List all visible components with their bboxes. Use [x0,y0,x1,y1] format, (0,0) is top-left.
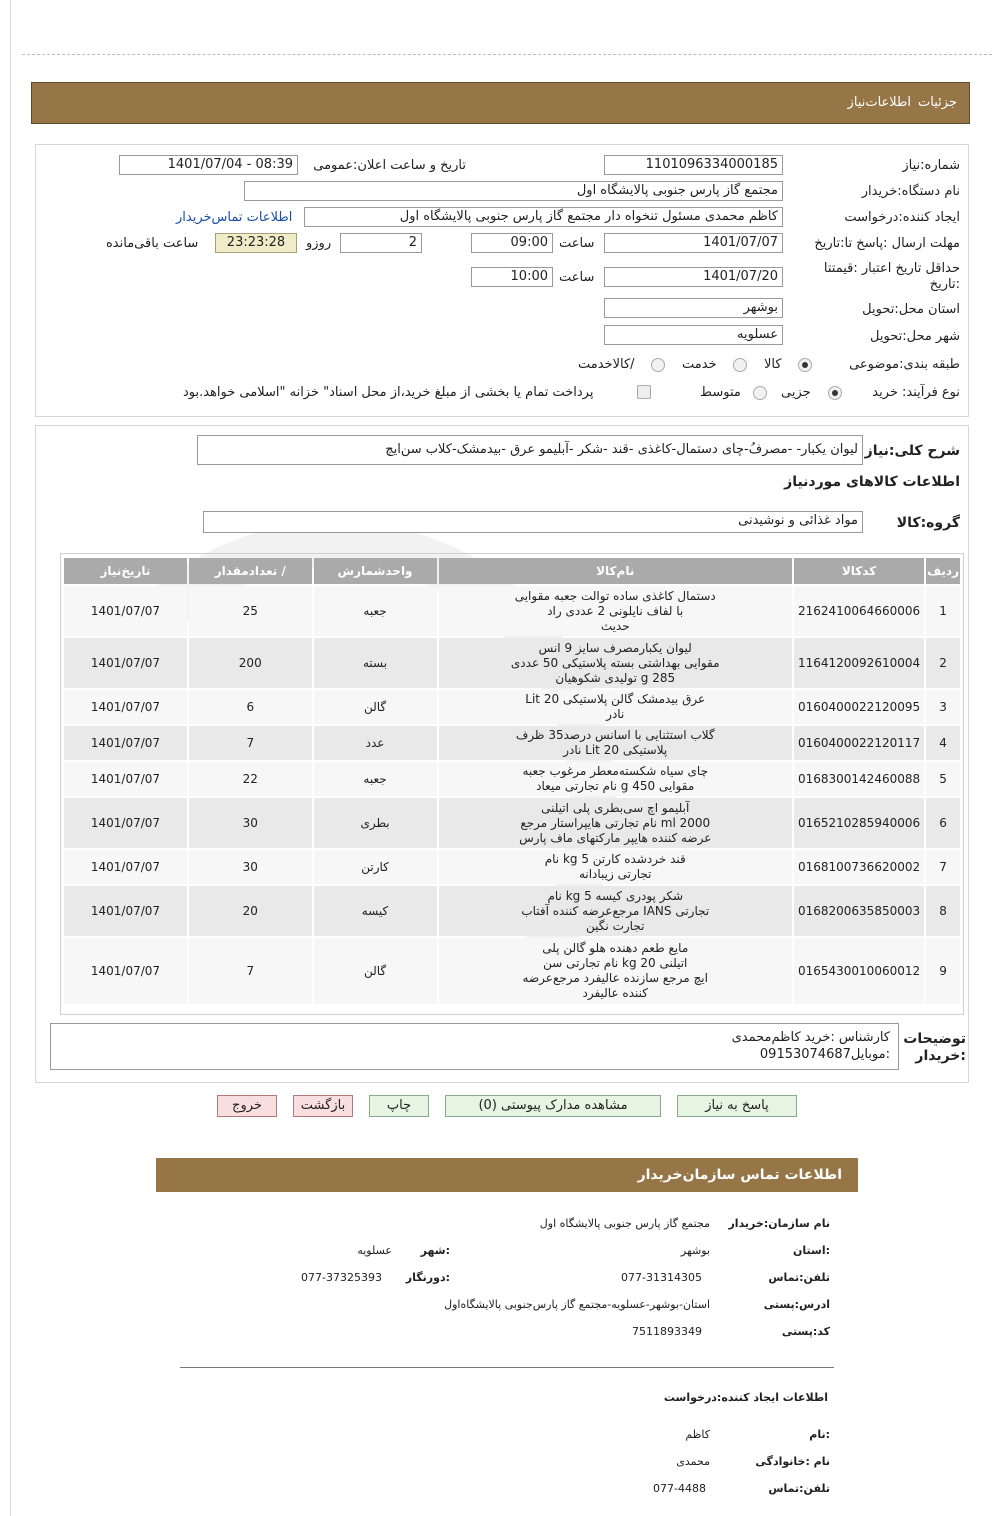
contact-postal-label: کد:پستی [781,1325,830,1338]
contact-province-value: بوشهر [680,1244,710,1257]
creator-info-title: اطلاعات ایجاد کننده:درخواست [663,1391,828,1404]
cell-item-name: قند خردشده کارتن kg 5 نام تجارتی زیبادانه [439,850,792,884]
treasury-payment-note: پرداخت تمام یا بخشی از مبلغ خرید،از محل اسناد" خزانه "اسلامی خواهد.بود [183,385,594,400]
announce-field: 1401/07/04 - 08:39 [119,155,298,175]
cell-row-no: 8 [926,886,960,936]
cell-quantity: 6 [189,690,312,724]
category-goods-label: کالا [764,357,782,372]
cell-item-name: گلاب استثنایی با اسانس درصد35 ظرف پلاستیکی 20 Lit نادر [439,726,792,760]
process-minor-label: جزیی [781,385,811,400]
city-field: عسلویه [604,325,783,345]
process-label: نوع فرآیند: خرید [872,385,960,400]
buyer-notes-line-1: کارشناس :خرید کاظم‌محمدی [731,1030,890,1045]
items-table [62,556,962,1006]
need-number-label: شماره:نیاز [902,158,960,173]
cell-quantity: 22 [189,762,312,796]
buyer-notes-label: توضیحات :خریدار [903,1031,966,1064]
city-label: شهر محل:تحویل [870,329,960,344]
top-divider [22,54,992,55]
creator-name-label: :نام [809,1428,830,1441]
validity-date-field: 1401/07/20 [604,267,783,287]
cell-item-code: 1164120092610004 [794,638,924,688]
treasury-payment-checkbox[interactable] [637,385,651,399]
validity-hour-label: ساعت [559,270,595,285]
contact-address-label: ادرس:پستی [763,1298,830,1311]
validity-label-2: :تاریخ [929,277,960,292]
deadline-date-field: 1401/07/07 [604,233,783,253]
cell-quantity: 200 [189,638,312,688]
validity-time-field: 10:00 [471,267,553,287]
buyer-org-field: مجتمع گاز پارس جنوبی پالایشگاه اول [244,181,783,201]
details-header-bar [31,82,970,124]
buyer-org-label: نام دستگاه:خریدار [861,184,960,199]
table-row [64,726,960,760]
contact-fax-label: :دورنگار [405,1271,450,1284]
print-button[interactable]: چاپ [369,1095,429,1117]
creator-family-label: نام :خانوادگی [755,1455,830,1468]
reply-button[interactable]: پاسخ به نیاز [677,1095,797,1117]
deadline-time-field: 09:00 [471,233,553,253]
cell-row-no: 2 [926,638,960,688]
contact-postal-value: 7511893349 [632,1325,702,1338]
cell-row-no: 7 [926,850,960,884]
creator-family-value: محمدی [676,1455,710,1468]
cell-unit: گالن [314,938,437,1004]
category-goods-service-label: /کالاخدمت [578,357,635,372]
cell-unit: جعبه [314,762,437,796]
goods-info-title: اطلاعات کالاهای موردنیاز [784,474,960,490]
category-service-label: خدمت [682,357,717,372]
cell-item-code: 0168200635850003 [794,886,924,936]
cell-unit: گالن [314,690,437,724]
cell-row-no: 5 [926,762,960,796]
cell-need-date: 1401/07/07 [64,938,187,1004]
items-table-header [64,558,960,584]
cell-need-date: 1401/07/07 [64,798,187,848]
col-header-qty: / تعدادمقدار [189,558,312,584]
table-row [64,850,960,884]
cell-need-date: 1401/07/07 [64,690,187,724]
category-label: طبقه بندی:موضوعی [849,357,960,372]
cell-quantity: 25 [189,586,312,636]
category-radio-goods[interactable] [798,358,812,372]
cell-item-name: شکر پودری کیسه kg 5 نام تجارتی IANS مرجع‌عرضه کننده آفتاب تجارت نگین [439,886,792,936]
contact-org-label: نام سازمان:خریدار [728,1217,830,1230]
exit-button[interactable]: خروج [217,1095,277,1117]
contact-header-bar [156,1158,858,1192]
cell-quantity: 7 [189,938,312,1004]
cell-need-date: 1401/07/07 [64,850,187,884]
contact-province-label: :استان [793,1244,830,1257]
cell-item-name: آبلیمو اچ سی‌بطری پلی اتیلنی ml 2000 نام تجارتی هایپراستار مرجع عرضه کننده هایپر مارکتهای ماف پارس [439,798,792,848]
cell-quantity: 30 [189,850,312,884]
contact-city-value: عسلویه [357,1244,392,1257]
col-header-row-no: ردیف [926,558,960,584]
days-label: روزو [306,236,332,251]
deadline-label: مهلت ارسال :پاسخ تا:تاریخ [814,236,960,251]
creator-label: ایجاد کننده:درخواست [844,210,960,225]
creator-field: کاظم محمدی مسئول تنخواه دار مجتمع گاز پارس جنوبی پالایشگاه اول [304,207,783,227]
cell-need-date: 1401/07/07 [64,726,187,760]
goods-group-label: گروه:کالا [896,515,960,531]
province-label: استان محل:تحویل [862,302,960,317]
cell-item-code: 0160400022120095 [794,690,924,724]
back-button[interactable]: بازگشت [293,1095,353,1117]
cell-quantity: 30 [189,798,312,848]
cell-need-date: 1401/07/07 [64,638,187,688]
items-table-body [64,586,960,1004]
contact-divider [180,1367,834,1368]
cell-item-name: عرق بیدمشک گالن پلاستیکی 20 Lit نادر [439,690,792,724]
col-header-date: تاریخ‌نیاز [64,558,187,584]
summary-field: لیوان یکبار- -مصرفُ-چای دستمال-کاغذی -قند -شکر -آبلیمو عرق -بیدمشک-کلاب سن‌ایچ [197,435,863,465]
province-field: بوشهر [604,298,783,318]
page-left-border [10,0,11,1516]
validity-label: حداقل تاریخ اعتبار :قیمتتا [823,261,960,276]
creator-phone-value: 077-4488 [653,1482,706,1495]
category-radio-goods-service[interactable] [651,358,665,372]
table-row [64,938,960,1004]
cell-row-no: 9 [926,938,960,1004]
breadcrumb-need-info[interactable]: اطلاعات‌نیاز [847,95,911,110]
process-radio-minor[interactable] [828,386,842,400]
cell-quantity: 7 [189,726,312,760]
cell-need-date: 1401/07/07 [64,762,187,796]
remaining-label: ساعت باقی‌مانده [106,236,199,251]
cell-item-code: 0168300142460088 [794,762,924,796]
cell-item-name: مایع طعم دهنده هلو گالن پلی اتیلنی kg 20 نام تجارتی سن ایچ مرجع سازنده عالیفرد مرجع‌عرضه کننده عالیفرد [439,938,792,1004]
cell-item-code: 0168100736620002 [794,850,924,884]
contact-fax-value: 077-37325393 [301,1271,382,1284]
col-header-code: کدکالا [794,558,924,584]
summary-label: شرح کلی:نیاز [864,443,960,459]
contact-org-value: مجتمع گاز پارس جنوبی پالایشگاه اول [539,1217,710,1230]
process-medium-label: متوسط [700,385,741,400]
table-row [64,886,960,936]
buyer-notes-line-2: :موبایل09153074687 [759,1047,890,1062]
cell-unit: بسته [314,638,437,688]
remaining-time-field: 23:23:28 [215,233,297,253]
cell-item-code: 0160400022120117 [794,726,924,760]
cell-item-name: چای سیاه شکسته‌معطر مرغوب جعبه مقوایی g 450 نام تجارتی میعاد [439,762,792,796]
attachments-button[interactable]: مشاهده مدارک پیوستی (0) [445,1095,661,1117]
table-row [64,798,960,848]
category-radio-service[interactable] [733,358,747,372]
table-row [64,762,960,796]
table-row [64,586,960,636]
cell-unit: بطری [314,798,437,848]
cell-unit: جعبه [314,586,437,636]
cell-row-no: 6 [926,798,960,848]
announce-label: تاریخ و ساعت اعلان:عمومی [313,158,466,173]
cell-item-code: 2162410064660006 [794,586,924,636]
col-header-name: نام‌کالا [439,558,792,584]
cell-item-name: لیوان یکبارمصرف سایز 9 انس مقوایی بهداشتی بسته پلاستیکی 50 عددی g 285 تولیدی شکوهیان [439,638,792,688]
breadcrumb-details[interactable]: جزئیات [918,95,957,110]
days-field: 2 [340,233,422,253]
cell-quantity: 20 [189,886,312,936]
buyer-notes-box [50,1023,899,1070]
deadline-hour-label: ساعت [559,236,595,251]
cell-row-no: 3 [926,690,960,724]
cell-item-code: 0165430010060012 [794,938,924,1004]
creator-phone-label: تلفن:تماس [768,1482,830,1495]
contact-title: اطلاعات تماس سازمان‌خریدار [637,1167,842,1183]
table-row [64,690,960,724]
cell-unit: عدد [314,726,437,760]
buyer-contact-link[interactable]: اطلاعات تماس‌خریدار [176,210,293,225]
process-radio-medium[interactable] [753,386,767,400]
contact-phone-label: تلفن:تماس [768,1271,830,1284]
creator-name-value: کاظم [685,1428,710,1441]
cell-row-no: 4 [926,726,960,760]
contact-phone-value: 077-31314305 [621,1271,702,1284]
table-row [64,638,960,688]
col-header-unit: واحدشمارش [314,558,437,584]
cell-row-no: 1 [926,586,960,636]
goods-group-field: مواد غذائی و نوشیدنی [203,511,863,533]
cell-item-code: 0165210285940006 [794,798,924,848]
cell-need-date: 1401/07/07 [64,586,187,636]
need-number-field: 1101096334000185 [604,155,783,175]
contact-city-label: :شهر [420,1244,450,1257]
cell-unit: کارتن [314,850,437,884]
cell-unit: کیسه [314,886,437,936]
cell-item-name: دستمال کاغذی ساده توالت جعبه مقوایی با لفاف نایلونی 2 عددی راد حدیث [439,586,792,636]
cell-need-date: 1401/07/07 [64,886,187,936]
contact-address-value: استان-بوشهر-عسلویه-مجتمع گاز پارس‌جنوبی پالایشگاه‌اول [444,1298,710,1311]
